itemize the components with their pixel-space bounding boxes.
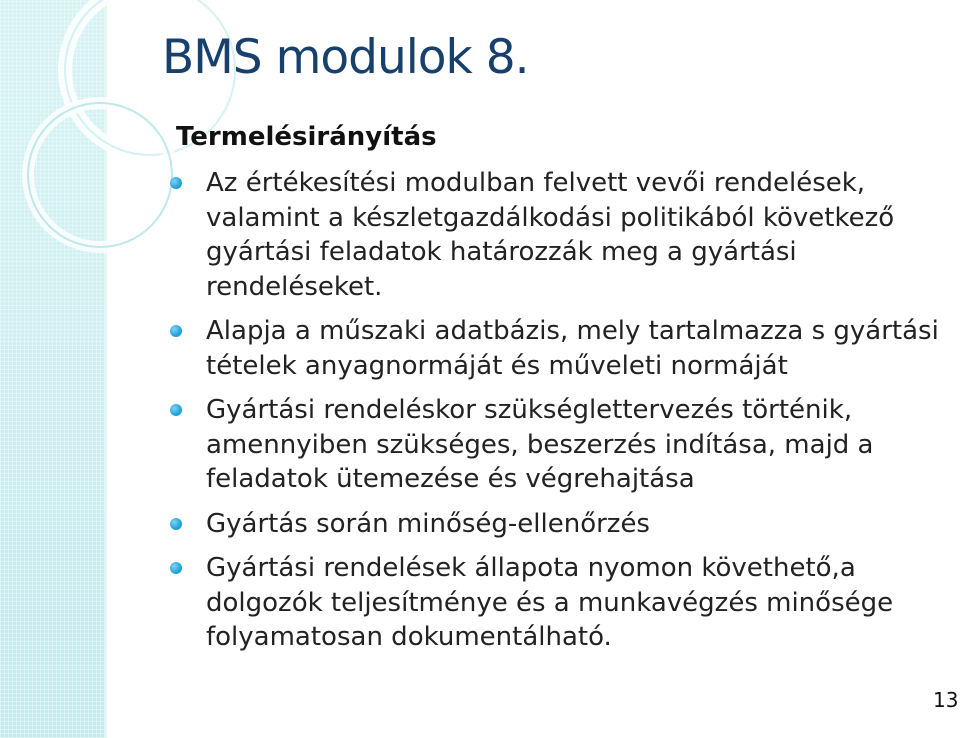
bullet-text: Gyártási rendelések állapota nyomon követhető,a dolgozók teljesítménye és a munkavégzés minősége folyamatosan dokumentálható. [206, 553, 894, 652]
section-heading: Termelésirányítás [176, 122, 437, 152]
bullet-text: Az értékesítési modulban felvett vevői rendelések, valamint a készletgazdálkodási politikából következő gyártási feladatok határozzák meg a gyártási rendeléseket. [206, 168, 895, 302]
bullet-text: Alapja a műszaki adatbázis, mely tartalmazza s gyártási tételek anyagnormáját és műveleti normáját [206, 316, 939, 381]
bullet-item [160, 507, 945, 542]
slide-number: 13 [933, 688, 959, 712]
bullet-dot-icon [170, 404, 182, 416]
bullet-item [160, 551, 945, 655]
slide-title: BMS modulok 8. [162, 30, 529, 85]
bullet-item [160, 393, 945, 497]
bullet-item [160, 166, 945, 304]
bullet-dot-icon [170, 177, 182, 189]
bullet-dot-icon [170, 562, 182, 574]
bullet-dot-icon [170, 325, 182, 337]
bullet-text: Gyártás során minőség-ellenőrzés [206, 508, 650, 539]
bullet-text: Gyártási rendeléskor szükséglettervezés történik, amennyiben szükséges, beszerzés indítása, majd a feladatok ütemezése és végrehajtása [206, 395, 874, 494]
bullet-list [160, 166, 945, 665]
bullet-item [160, 314, 945, 383]
bullet-dot-icon [170, 518, 182, 530]
